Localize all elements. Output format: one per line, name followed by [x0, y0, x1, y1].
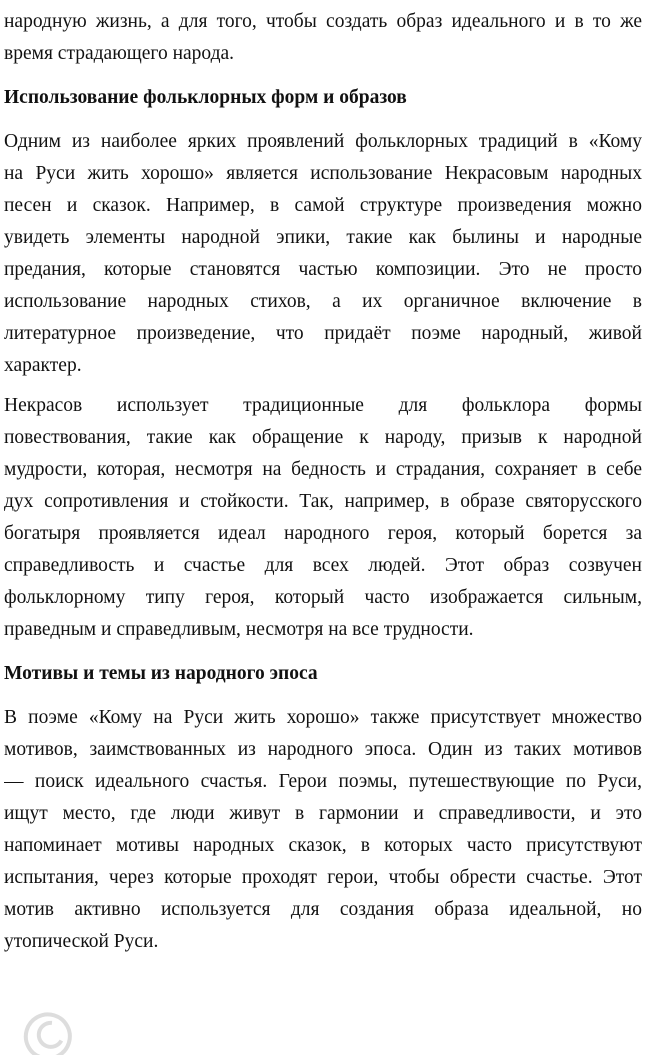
text-line: В поэме «Кому на Руси жить хорошо» также присутствует множество [4, 707, 642, 728]
text-line: увидеть элементы народной эпики, такие как былины и народные [4, 227, 642, 248]
text-line: дух сопротивления и стойкости. Так, например, в образе святорусского [4, 491, 642, 512]
section-heading-folklore-forms: Использование фольклорных форм и образов [4, 87, 407, 108]
text-line: Некрасов использует традиционные для фольклора формы [4, 395, 642, 416]
text-line: литературное произведение, что придаёт поэме народный, живой [4, 323, 642, 344]
text-line: повествования, такие как обращение к народу, призыв к народной [4, 427, 642, 448]
text-line: напоминает мотивы народных сказок, в которых часто присутствуют [4, 835, 642, 856]
text-line: время страдающего народа. [4, 43, 235, 64]
text-line: ищут место, где люди живут в гармонии и справедливости, и это [4, 803, 642, 824]
paragraph-2 [4, 390, 642, 646]
text-line: предания, которые становятся частью композиции. Это не просто [4, 259, 642, 280]
text-line: мудрости, которая, несмотря на бедность и страдания, сохраняет в себе [4, 459, 642, 480]
text-line: мотив активно используется для создания образа идеальной, но [4, 899, 642, 920]
text-line: на Руси жить хорошо» является использование Некрасовым народных [4, 163, 642, 184]
text-line: богатыря проявляется идеал народного героя, который борется за [4, 523, 642, 544]
text-line: испытания, через которые проходят герои, чтобы обрести счастье. Этот [4, 867, 642, 888]
text-line: фольклорному типу героя, который часто изображается сильным, [4, 587, 642, 608]
text-line: — поиск идеального счастья. Герои поэмы, путешествующие по Руси, [4, 771, 642, 792]
paragraph-1 [4, 126, 642, 382]
paragraph-3 [4, 702, 642, 958]
text-line: праведным и справедливым, несмотря на все трудности. [4, 619, 474, 640]
text-line: Одним из наиболее ярких проявлений фольклорных традиций в «Кому [4, 131, 642, 152]
text-line: песен и сказок. Например, в самой структуре произведения можно [4, 195, 642, 216]
intro-paragraph [4, 6, 642, 70]
text-line: справедливость и счастье для всех людей. Этот образ созвучен [4, 555, 642, 576]
text-line: мотивов, заимствованных из народного эпоса. Один из таких мотивов [4, 739, 642, 760]
text-line: использование народных стихов, а их органичное включение в [4, 291, 642, 312]
text-line: народную жизнь, а для того, чтобы создать образ идеального и в то же [4, 11, 642, 32]
text-line: утопической Руси. [4, 931, 159, 952]
text-line: характер. [4, 355, 82, 376]
section-heading-epic-motifs: Мотивы и темы из народного эпоса [4, 663, 318, 684]
